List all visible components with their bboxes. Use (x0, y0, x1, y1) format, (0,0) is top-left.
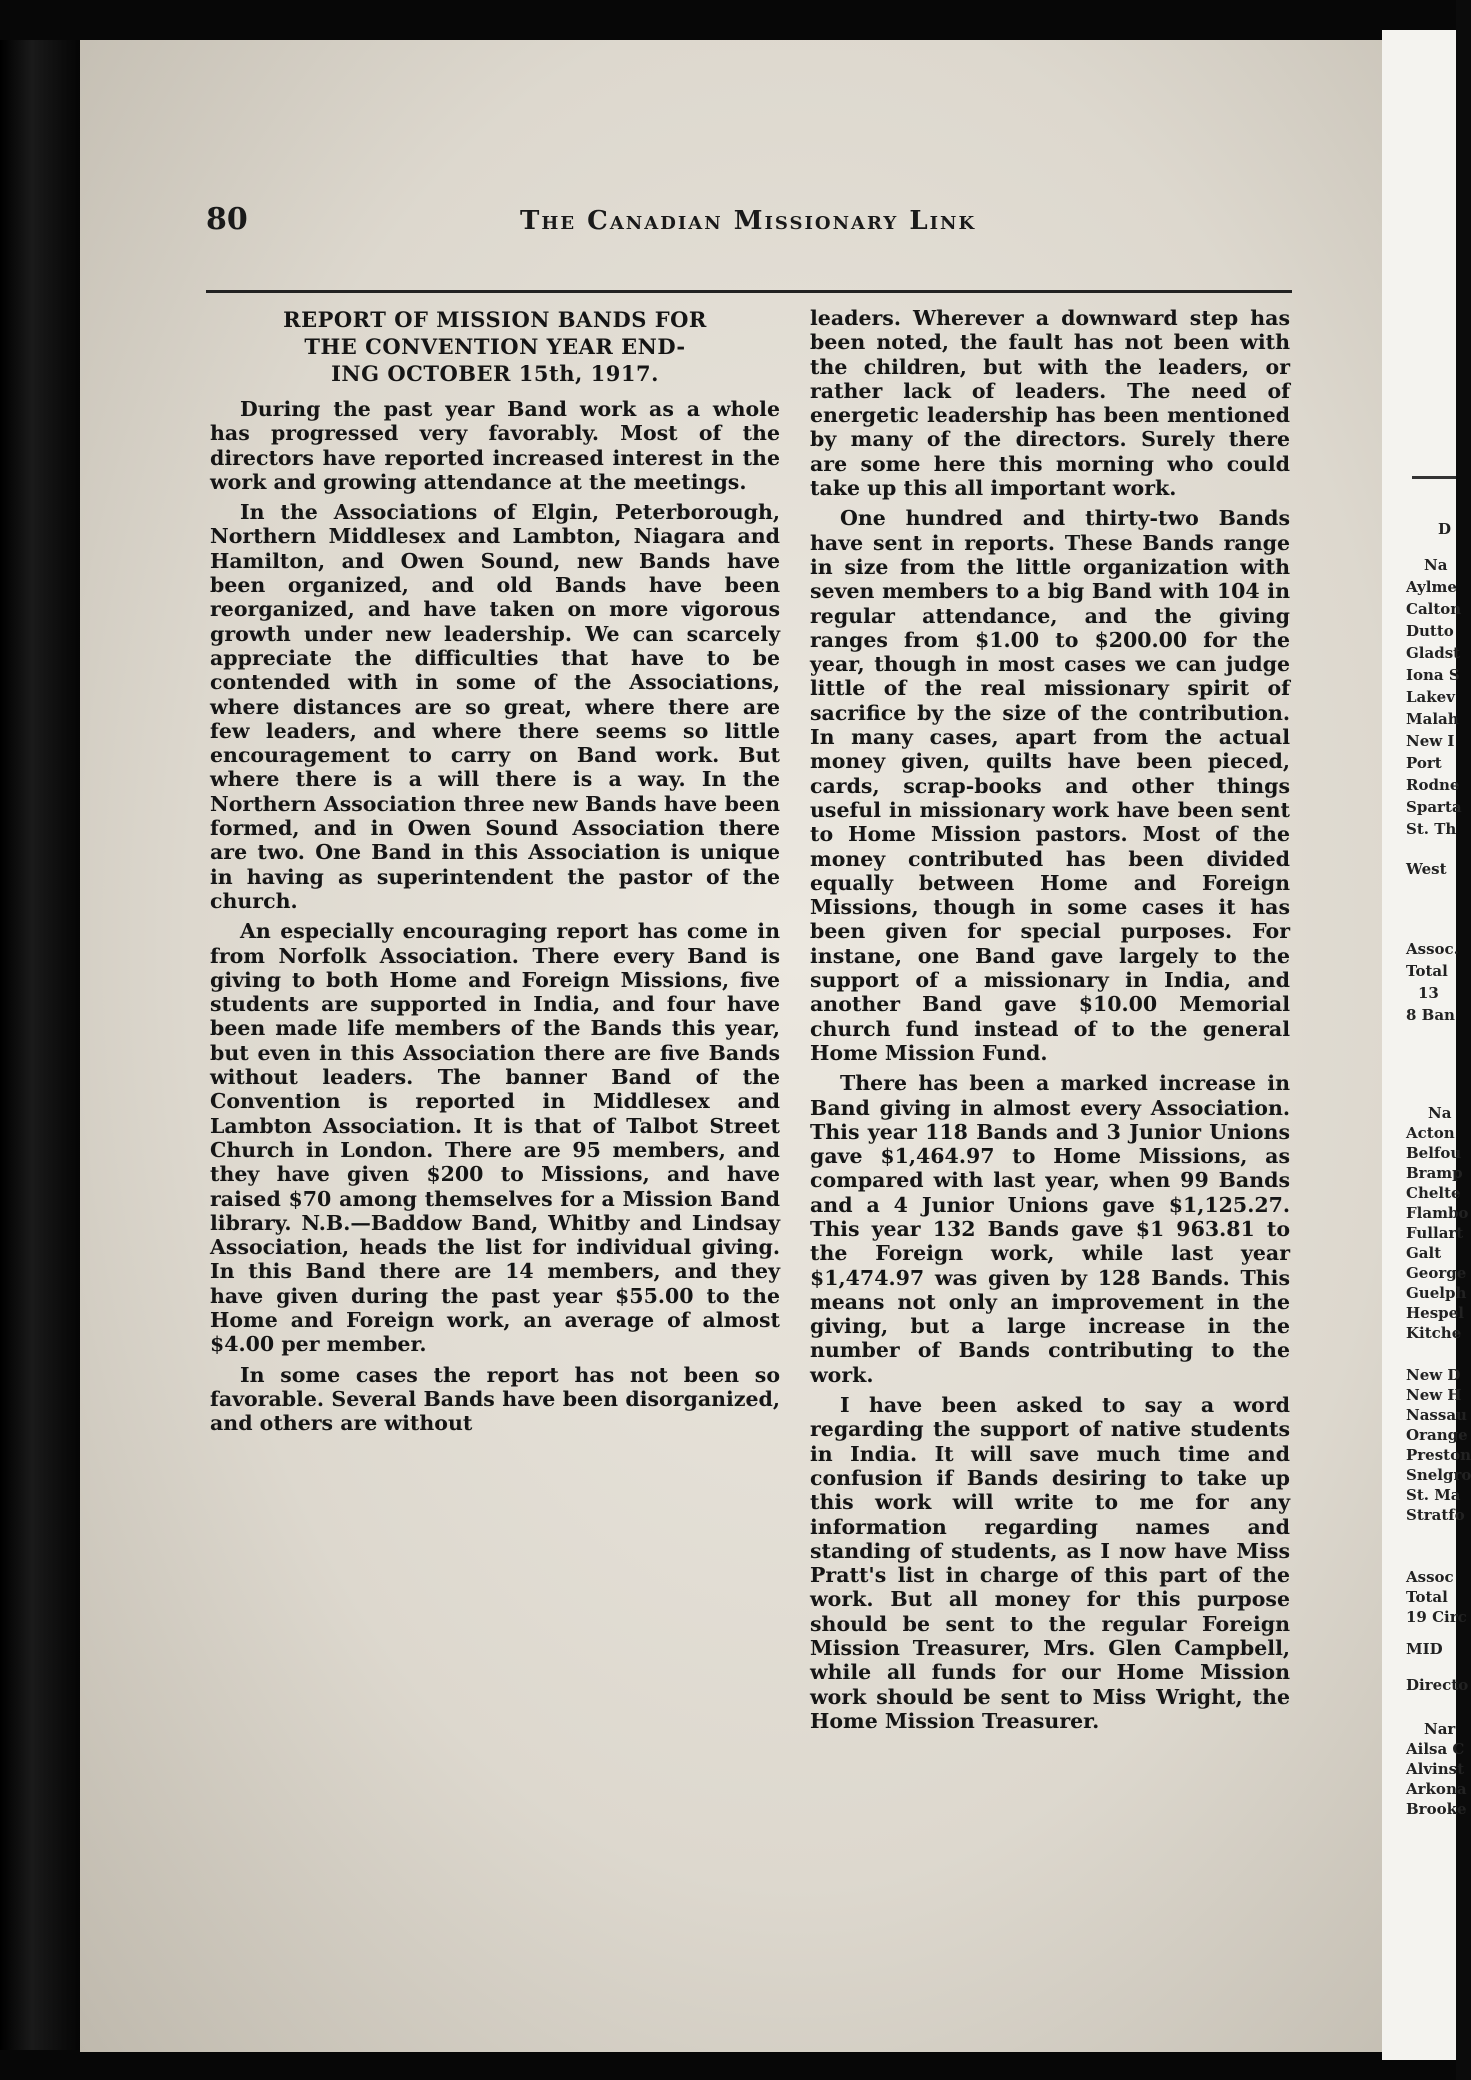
paragraph: I have been asked to say a word regarding the support of native students in India. It will save much time and confusion if Bands desiring to take up this work will write to me for any information regarding names and standing of students, as I now have Miss Pratt's list in charge of this part of the work. But all money for this purpose should be sent to the regular Foreign Mission Treasurer, Mrs. Glen Campbell, while all funds for our Home Mission work should be sent to Miss Wright, the Home Mission Treasurer. (810, 1393, 1290, 1733)
next-page-fragment: Ailsa C (1406, 1740, 1465, 1758)
next-page-fragment: Nar (1424, 1720, 1456, 1738)
paragraph: An especially encouraging report has come in from Norfolk Association. There every Band is giving to both Home and Foreign Missions, five students are supported in India, and four have been made life members of the Bands this year, but even in this Association there are five Bands without leaders. The banner Band of the Convention is reported in Middlesex and Lambton Association. It is that of Talbot Street Church in London. There are 95 members, and they have given $200 to Missions, and have raised $70 among themselves for a Mission Band library. N.B.—Baddow Band, Whitby and Lindsay Association, heads the list for individual giving. In this Band there are 14 members, and they have given during the past year $55.00 to the Home and Foreign work, an average of almost $4.00 per member. (210, 919, 780, 1357)
next-page-fragment: St. Th (1406, 820, 1457, 838)
next-page-fragment: 13 (1418, 984, 1439, 1002)
next-page-fragment: New H (1406, 1386, 1462, 1404)
next-page-fragment: Total (1406, 1588, 1448, 1606)
paragraph: There has been a marked increase in Band giving in almost every Association. This year 118 Bands and 3 Junior Unions gave $1,464.97 to Home Missions, as compared with last year, when 99 Bands and a 4 Junior Unions gave $1,125.27. This year 132 Bands gave $1 963.81 to the Foreign work, while last year $1,474.97 was given by 128 Bands. This means not only an improvement in the giving, but a large increase in the number of Bands contributing to the work. (810, 1071, 1290, 1387)
next-page-fragment: Assoc. (1406, 940, 1459, 958)
next-page-fragment: Acton (1406, 1124, 1455, 1142)
next-page-fragment: Preston (1406, 1446, 1471, 1464)
next-page-fragment: Gladst (1406, 644, 1461, 662)
next-page-fragment: Bramp (1406, 1164, 1463, 1182)
next-page-fragment: Aylme (1406, 578, 1457, 596)
next-page-fragment: Directo (1406, 1676, 1469, 1694)
next-page-fragment: 19 Circ (1406, 1608, 1467, 1626)
next-page-fragment: Hespel (1406, 1304, 1464, 1322)
next-page-fragment: Kitche (1406, 1324, 1462, 1342)
next-page-fragment: Lakev (1406, 688, 1455, 706)
next-page-fragment: Guelph (1406, 1284, 1467, 1302)
book-spine (0, 40, 80, 2050)
paragraph: One hundred and thirty-two Bands have sent in reports. These Bands range in size from the little organization with seven members to a big Band with 104 in regular attendance, and the giving ranges from $1.00 to $200.00 for the year, though in most cases we can judge little of the real missionary spirit of sacrifice by the size of the contribution. In many cases, apart from the actual money given, quilts have been pieced, cards, scrap-books and other things useful in missionary work have been sent to Home Mission pastors. Most of the money contributed has been divided equally between Home and Foreign Missions, though in some cases it has been given for special purposes. For instane, one Band gave largely to the support of a missionary in India, and another Band gave $10.00 Memorial church fund instead of to the general Home Mission Fund. (810, 506, 1290, 1065)
next-page-fragment: Total (1406, 962, 1448, 980)
page-number: 80 (206, 202, 248, 237)
next-page-fragment: Malah (1406, 710, 1459, 728)
paragraph: In some cases the report has not been so favorable. Several Bands have been disorganized, and others are without (210, 1362, 780, 1436)
next-page-fragment: 8 Ban (1406, 1006, 1455, 1024)
paragraph-continued: leaders. Wherever a downward step has been noted, the fault has not been with the children, but with the leaders, or rather lack of leaders. The need of energetic leadership has been mentioned by many of the directors. Surely there are some here this morning who could take up this all important work. (810, 306, 1290, 501)
next-page-fragment: Arkona (1406, 1780, 1467, 1798)
next-page-fragment: Chelte (1406, 1184, 1461, 1202)
paragraph: During the past year Band work as a whole has progressed very favorably. Most of the directors have reported increased interest in the work and growing attendance at the meetings. (210, 397, 780, 494)
right-column (810, 306, 1290, 1739)
next-page-fragment: Stratfo (1406, 1506, 1465, 1524)
next-page-edge (1382, 30, 1471, 2060)
next-page-fragment: St. Ma (1406, 1486, 1461, 1504)
next-page-fragment: Assoc (1406, 1568, 1454, 1586)
next-page-fragment: Nassau (1406, 1406, 1467, 1424)
next-page-fragment: Na (1428, 1104, 1452, 1122)
running-head: The Canadian Missionary Link (520, 206, 977, 236)
next-page-fragment: Belfou (1406, 1144, 1462, 1162)
article-title (210, 306, 780, 387)
left-column (210, 306, 780, 1441)
next-page-fragment: Flambo (1406, 1204, 1469, 1222)
next-page-fragment: New D (1406, 1366, 1461, 1384)
next-page-fragment: Calton (1406, 600, 1462, 618)
next-page-fragment: Sparta (1406, 798, 1462, 816)
next-page-fragment: Na (1424, 556, 1448, 574)
next-page-fragment: Dutto (1406, 622, 1454, 640)
next-page-fragment: Iona S (1406, 666, 1460, 684)
title-line: ING OCTOBER 15th, 1917. (331, 361, 659, 386)
next-page-fragment: Alvinst (1406, 1760, 1465, 1778)
title-line: THE CONVENTION YEAR END- (304, 334, 686, 359)
next-page-fragment: Brooke (1406, 1800, 1467, 1818)
paragraph: In the Associations of Elgin, Peterborough, Northern Middlesex and Lambton, Niagara and Hamilton, and Owen Sound, new Bands have been organized, and old Bands have been reorganized, and have taken on more vigorous growth under new leadership. We can scarcely appreciate the difficulties that have to be contended with in some of the Associations, where distances are so great, where there are few leaders, and where there seems so little encouragement to carry on Band work. But where there is a will there is a way. In the Northern Association three new Bands have been formed, and in Owen Sound Association there are two. One Band in this Association is unique in having as superintendent the pastor of the church. (210, 500, 780, 913)
next-page-fragment: West (1406, 860, 1447, 878)
next-page-fragment: Rodne (1406, 776, 1460, 794)
title-line: REPORT OF MISSION BANDS FOR (283, 307, 707, 332)
header-rule (206, 290, 1292, 293)
next-page-fragment: New I (1406, 732, 1455, 750)
next-page-fragment: MID (1406, 1640, 1443, 1658)
next-page-fragment: Orange (1406, 1426, 1468, 1444)
next-page-rule (1412, 476, 1456, 479)
next-page-fragment: Fullart (1406, 1224, 1464, 1242)
next-page-fragment: D (1438, 520, 1452, 538)
next-page-fragment: Port (1406, 754, 1442, 772)
next-page-fragment: Snelgro (1406, 1466, 1471, 1484)
next-page-fragment: Galt (1406, 1244, 1442, 1262)
next-page-fragment: George (1406, 1264, 1467, 1282)
